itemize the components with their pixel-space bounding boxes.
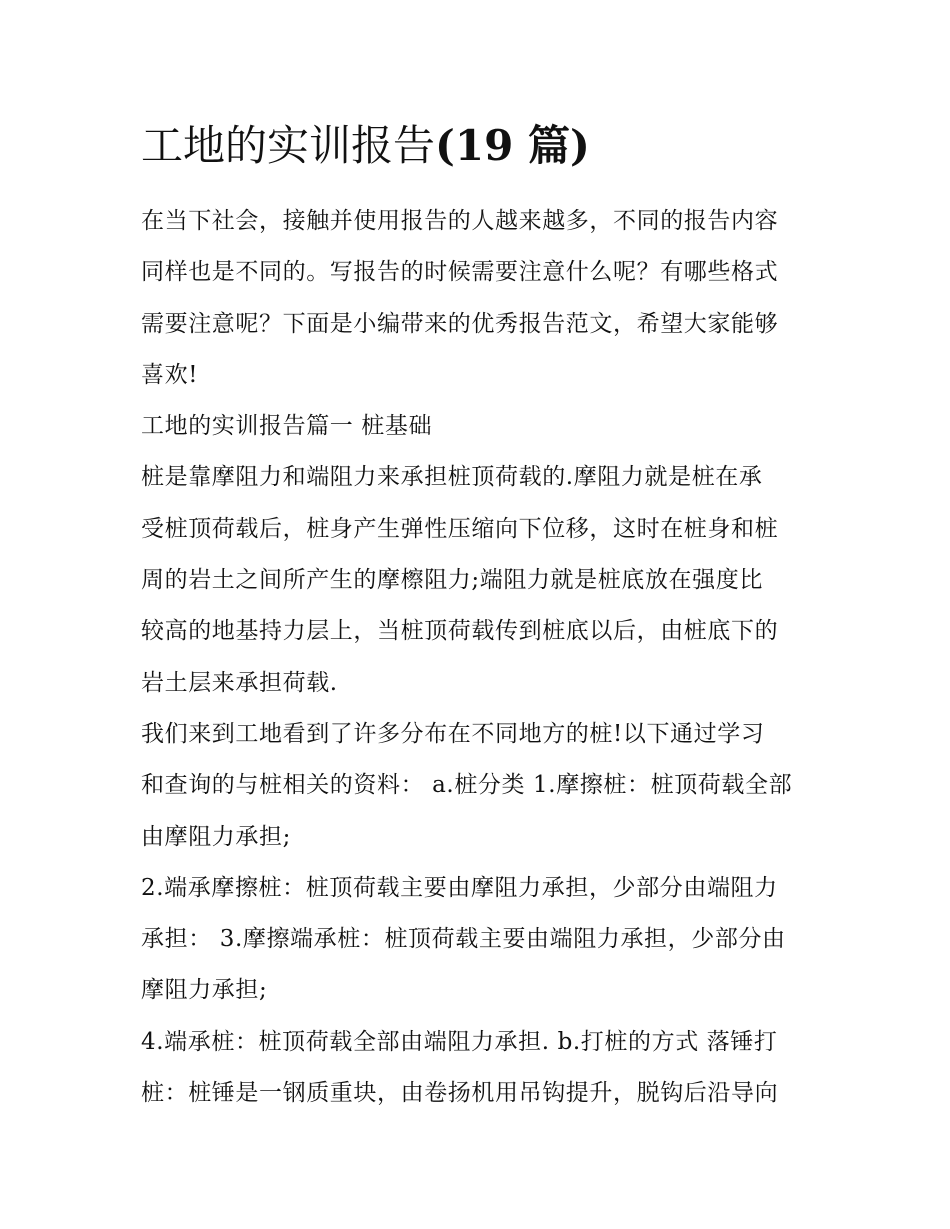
text-line: 和查询的与桩相关的资料： a.桩分类 1.摩擦桩：桩顶荷载全部: [141, 772, 793, 799]
text-line: 周的岩土之间所产生的摩檫阻力;端阻力就是桩底放在强度比: [141, 567, 763, 594]
text-line: 需要注意呢？下面是小编带来的优秀报告范文，希望大家能够: [141, 310, 779, 337]
text-line: 岩土层来承担荷载.: [141, 669, 338, 696]
text-line: 承担： 3.摩擦端承桩：桩顶荷载主要由端阻力承担，少部分由: [141, 926, 786, 953]
text-line: 由摩阻力承担;: [141, 823, 291, 850]
section-heading: 工地的实训报告篇一 桩基础: [141, 413, 433, 440]
text-line: 我们来到工地看到了许多分布在不同地方的桩!以下通过学习: [141, 720, 765, 747]
text-line: 4.端承桩：桩顶荷载全部由端阻力承担. b.打桩的方式 落锤打: [141, 1028, 778, 1055]
text-line: 较高的地基持力层上，当桩顶荷载传到桩底以后，由桩底下的: [141, 618, 779, 645]
text-line: 喜欢!: [141, 361, 199, 388]
text-line: 同样也是不同的。写报告的时候需要注意什么呢？有哪些格式: [141, 259, 779, 286]
text-line: 在当下社会，接触并使用报告的人越来越多，不同的报告内容: [141, 208, 779, 234]
text-line: 摩阻力承担;: [141, 977, 268, 1004]
title-suffix: (19 篇): [435, 121, 590, 170]
document-title: [141, 116, 841, 176]
title-text: 工地的实训报告: [141, 121, 436, 170]
text-line: 受桩顶荷载后，桩身产生弹性压缩向下位移，这时在桩身和桩: [141, 515, 779, 542]
text-line: 桩是靠摩阻力和端阻力来承担桩顶荷载的.摩阻力就是桩在承: [141, 464, 763, 491]
text-line: 桩：桩锤是一钢质重块，由卷扬机用吊钩提升，脱钩后沿导向: [141, 1080, 779, 1107]
text-line: 2.端承摩擦桩：桩顶荷载主要由摩阻力承担，少部分由端阻力: [141, 874, 778, 901]
document-body: [141, 196, 821, 1119]
